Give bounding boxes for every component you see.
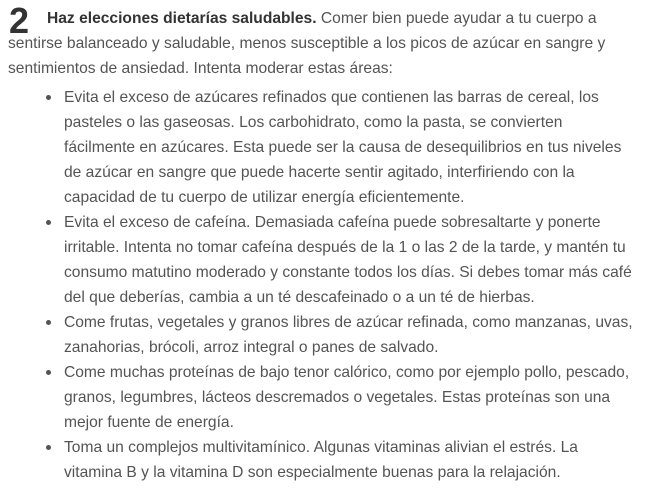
step-intro-paragraph xyxy=(8,6,640,81)
bullet-icon xyxy=(46,220,51,225)
step-number: 2 xyxy=(9,0,29,41)
list-item xyxy=(0,210,645,310)
tip-text: Toma un complejos multivitamínico. Algunas vitaminas alivian el estrés. La vitamina B y la vitamina D son especialmente buenas para la relajación. xyxy=(64,439,578,481)
list-item xyxy=(0,310,645,360)
tip-text: Evita el exceso de azúcares refinados que contienen las barras de cereal, los pasteles o las gaseosas. Los carbohidrato, como la pasta, se convierten fácilmente en azúcares. Esta puede ser la causa de desequilibrios en tus niveles de azúcar en sangre que puede hacerte sentir agitado, interfiriendo con la capacidad de tu cuerpo de utilizar energía eficientemente. xyxy=(64,89,622,206)
tips-list xyxy=(0,85,645,485)
bullet-icon xyxy=(46,445,51,450)
tip-text: Come muchas proteínas de bajo tenor calórico, como por ejemplo pollo, pescado, granos, legumbres, lácteos descremados o vegetales. Estas proteínas son una mejor fuente de energía. xyxy=(64,364,630,431)
step-intro-text: Comer bien puede ayudar a tu cuerpo a sentirse balanceado y saludable, menos susceptible a los picos de azúcar en sangre y sentimientos de ansiedad. Intenta moderar estas áreas: xyxy=(8,10,606,77)
bullet-icon xyxy=(46,370,51,375)
tip-text: Come frutas, vegetales y granos libres de azúcar refinada, como manzanas, uvas, zanahorias, brócoli, arroz integral o panes de salvado. xyxy=(64,314,633,356)
list-item xyxy=(0,360,645,435)
bullet-icon xyxy=(46,320,51,325)
bullet-icon xyxy=(46,95,51,100)
step-title: Haz elecciones dietarías saludables. xyxy=(47,10,317,27)
list-item xyxy=(0,85,645,210)
list-item xyxy=(0,435,645,485)
tip-text: Evita el exceso de cafeína. Demasiada cafeína puede sobresaltarte y ponerte irritable. Intenta no tomar cafeína después de la 1 o las 2 de la tarde, y mantén tu consumo matutino moderado y constante todos los días. Si debes tomar más café del que deberías, cambia a un té descafeinado o a un té de hierbas. xyxy=(64,214,632,306)
